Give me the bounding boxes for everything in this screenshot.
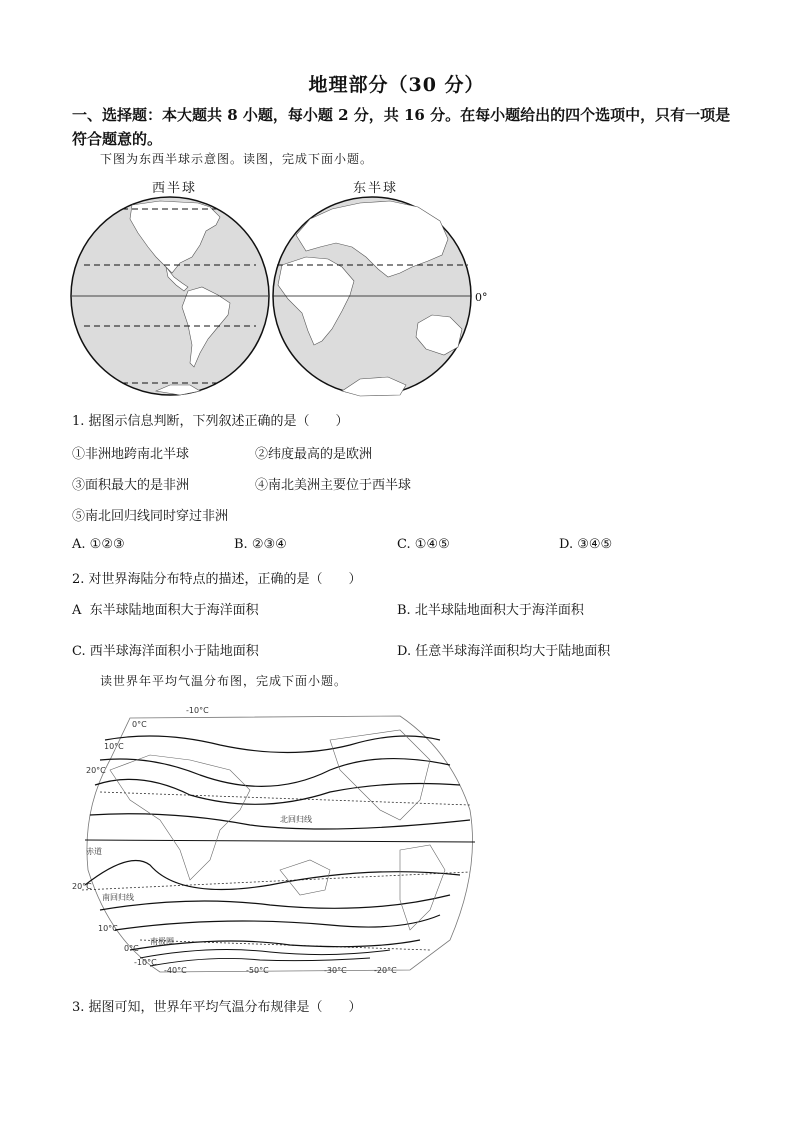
option-key: B. bbox=[397, 603, 411, 618]
q3-stem: 3. 据图可知，世界年平均气温分布规律是（ ） bbox=[72, 1000, 362, 1015]
option-text: ①④⑤ bbox=[414, 537, 450, 552]
label-neg10-south: -10°C bbox=[134, 958, 157, 967]
hemisphere-figure bbox=[70, 175, 490, 400]
group1-intro: 下图为东西半球示意图。读图，完成下面小题。 bbox=[100, 152, 374, 166]
option-text: 任意半球海洋面积均大于陆地面积 bbox=[415, 644, 611, 659]
option-key: D. bbox=[559, 537, 574, 552]
label-neg40: -40°C bbox=[164, 966, 187, 975]
label-10-north: 10°C bbox=[104, 742, 124, 751]
label-neg20: -20°C bbox=[374, 966, 397, 975]
group2-intro: 读世界年平均气温分布图，完成下面小题。 bbox=[100, 674, 348, 688]
q1-option-c[interactable] bbox=[397, 537, 450, 552]
page-title: 地理部分（30 分） bbox=[308, 74, 485, 96]
q1-stem: 1. 据图示信息判断，下列叙述正确的是（ ） bbox=[72, 414, 349, 429]
option-text: ③④⑤ bbox=[577, 537, 613, 552]
q1-option-d[interactable] bbox=[559, 537, 612, 552]
option-key: C. bbox=[397, 537, 411, 552]
option-text: 东半球陆地面积大于海洋面积 bbox=[89, 603, 259, 618]
west-hemisphere-globe bbox=[71, 197, 269, 395]
q2-option-d[interactable] bbox=[397, 640, 610, 659]
equator-label: 0° bbox=[475, 291, 488, 304]
q2-option-b[interactable] bbox=[397, 599, 584, 618]
q1-statement-2: ②纬度最高的是欧洲 bbox=[255, 447, 373, 462]
label-10-south: 10°C bbox=[98, 924, 118, 933]
q1-statement-3: ③面积最大的是非洲 bbox=[72, 478, 190, 493]
option-text: 西半球海洋面积小于陆地面积 bbox=[89, 644, 259, 659]
q1-statement-4: ④南北美洲主要位于西半球 bbox=[255, 478, 412, 493]
label-20-north: 20°C bbox=[86, 766, 106, 775]
option-key: B. bbox=[234, 537, 248, 552]
label-neg10-north: -10°C bbox=[186, 706, 209, 715]
label-antarctic-circle: 南极圈 bbox=[150, 937, 174, 946]
q2-stem: 2. 对世界海陆分布特点的描述，正确的是（ ） bbox=[72, 572, 362, 587]
q2-option-a[interactable] bbox=[72, 599, 259, 618]
temperature-map-labels bbox=[70, 700, 490, 980]
hemisphere-maps bbox=[70, 195, 490, 400]
east-hemisphere-globe bbox=[273, 197, 471, 396]
q1-statement-5: ⑤南北回归线同时穿过非洲 bbox=[72, 509, 229, 524]
label-neg30: -30°C bbox=[324, 966, 347, 975]
label-equator: 赤道 bbox=[86, 847, 102, 856]
q1-option-a[interactable] bbox=[72, 537, 125, 552]
west-hemisphere-label: 西半球 bbox=[152, 181, 198, 196]
east-hemisphere-label: 东半球 bbox=[353, 181, 399, 196]
q1-option-b[interactable] bbox=[234, 537, 287, 552]
option-key: A bbox=[72, 603, 82, 618]
option-key: C. bbox=[72, 644, 86, 659]
option-key: D. bbox=[397, 644, 412, 659]
option-text: ②③④ bbox=[251, 537, 287, 552]
q2-option-c[interactable] bbox=[72, 640, 259, 659]
option-key: A. bbox=[72, 537, 86, 552]
section-header: 一、选择题：本大题共 8 小题，每小题 2 分，共 16 分。在每小题给出的四个选项中，只有一项是符合题意的。 bbox=[72, 106, 731, 148]
label-0-south: 0°C bbox=[124, 944, 139, 953]
option-text: ①②③ bbox=[89, 537, 125, 552]
label-neg50: -50°C bbox=[246, 966, 269, 975]
label-0-north: 0°C bbox=[132, 720, 147, 729]
option-text: 北半球陆地面积大于海洋面积 bbox=[414, 603, 584, 618]
label-20-south: 20°C bbox=[72, 882, 92, 891]
label-tropic-cancer: 北回归线 bbox=[280, 815, 312, 824]
q1-statement-1: ①非洲地跨南北半球 bbox=[72, 447, 190, 462]
label-tropic-capricorn: 南回归线 bbox=[102, 893, 134, 902]
